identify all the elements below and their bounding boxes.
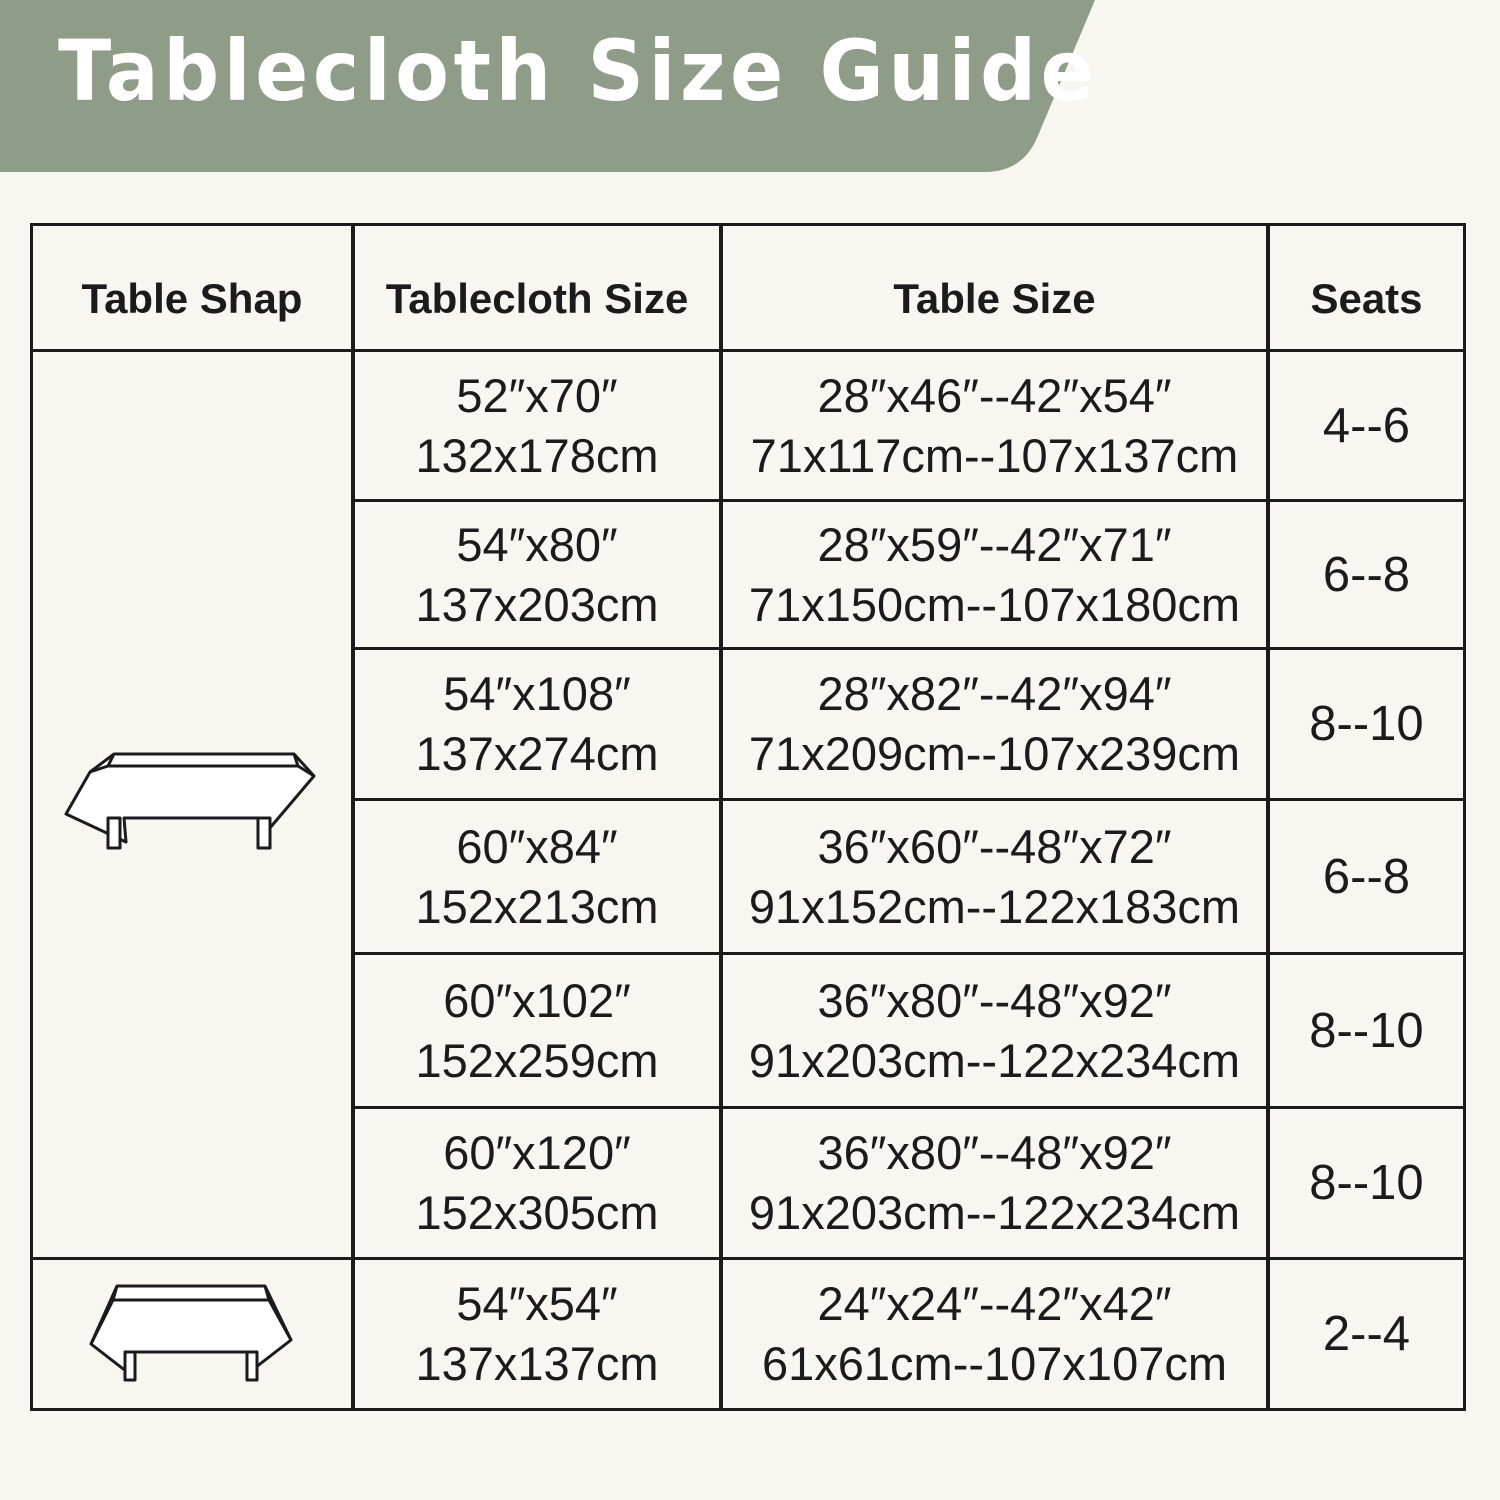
table-size-cell bbox=[723, 1109, 1270, 1260]
table-size-inches: 28″x82″--42″x94″ bbox=[817, 667, 1172, 720]
tablecloth-size-cm: 137x203cm bbox=[415, 577, 659, 631]
size-guide-table bbox=[30, 223, 1466, 1411]
table-size-cell bbox=[723, 955, 1270, 1109]
column-header-seats: Seats bbox=[1270, 226, 1463, 352]
tablecloth-size-cell bbox=[355, 502, 723, 650]
seats-cell bbox=[1270, 502, 1463, 650]
square-table-icon bbox=[87, 1282, 297, 1386]
table-size-cell bbox=[723, 650, 1270, 801]
tablecloth-size-inches: 52″x70″ bbox=[456, 368, 618, 422]
tablecloth-size-cm: 152x259cm bbox=[415, 1033, 659, 1087]
tablecloth-size-inches: 60″x102″ bbox=[443, 973, 631, 1027]
shape-cell-rectangular bbox=[33, 352, 355, 1260]
tablecloth-size-inches: 54″x80″ bbox=[456, 517, 618, 571]
table-size-cm: 71x209cm--107x239cm bbox=[748, 727, 1241, 780]
table-size-inches: 36″x80″--48″x92″ bbox=[817, 1126, 1172, 1179]
table-size-inches: 28″x46″--42″x54″ bbox=[817, 368, 1172, 422]
table-size-cm: 61x61cm--107x107cm bbox=[762, 1337, 1227, 1390]
table-size-cell bbox=[723, 801, 1270, 955]
table-size-cell bbox=[723, 1260, 1270, 1408]
tablecloth-size-cell bbox=[355, 1109, 723, 1260]
tablecloth-size-cell bbox=[355, 650, 723, 801]
tablecloth-size-cm: 152x213cm bbox=[415, 879, 659, 933]
table-size-cell bbox=[723, 502, 1270, 650]
seats-value: 4--6 bbox=[1322, 398, 1411, 453]
tablecloth-size-inches: 60″x84″ bbox=[456, 819, 618, 873]
page-title: Tablecloth Size Guide bbox=[58, 22, 1099, 120]
tablecloth-size-cm: 137x274cm bbox=[415, 727, 659, 780]
seats-value: 6--8 bbox=[1322, 547, 1411, 602]
tablecloth-size-cm: 152x305cm bbox=[415, 1186, 659, 1239]
seats-cell bbox=[1270, 352, 1463, 502]
table-size-inches: 36″x60″--48″x72″ bbox=[817, 819, 1172, 873]
seats-value: 8--10 bbox=[1309, 1156, 1424, 1210]
seats-cell bbox=[1270, 650, 1463, 801]
seats-cell bbox=[1270, 955, 1463, 1109]
seats-cell bbox=[1270, 801, 1463, 955]
table-size-cm: 91x203cm--122x234cm bbox=[748, 1186, 1241, 1239]
tablecloth-size-cell bbox=[355, 801, 723, 955]
tablecloth-size-cell bbox=[355, 955, 723, 1109]
seats-cell bbox=[1270, 1260, 1463, 1408]
table-size-cm: 71x117cm--107x137cm bbox=[750, 428, 1239, 482]
rectangular-table-icon bbox=[62, 750, 322, 860]
tablecloth-size-cell bbox=[355, 1260, 723, 1408]
table-size-inches: 24″x24″--42″x42″ bbox=[817, 1277, 1172, 1330]
seats-cell bbox=[1270, 1109, 1463, 1260]
table-size-cm: 91x203cm--122x234cm bbox=[748, 1033, 1241, 1087]
table-size-inches: 36″x80″--48″x92″ bbox=[817, 973, 1172, 1027]
tablecloth-size-cm: 132x178cm bbox=[415, 428, 659, 482]
column-header-table-size: Table Size bbox=[723, 226, 1270, 352]
tablecloth-size-inches: 60″x120″ bbox=[443, 1126, 631, 1179]
table-size-cell bbox=[723, 352, 1270, 502]
tablecloth-size-inches: 54″x54″ bbox=[456, 1277, 618, 1330]
tablecloth-size-cm: 137x137cm bbox=[415, 1337, 659, 1390]
column-header-tablecloth-size: Tablecloth Size bbox=[355, 226, 723, 352]
seats-value: 6--8 bbox=[1322, 849, 1411, 904]
table-size-cm: 71x150cm--107x180cm bbox=[748, 577, 1241, 631]
tablecloth-size-cell bbox=[355, 352, 723, 502]
seats-value: 8--10 bbox=[1309, 1003, 1424, 1058]
seats-value: 8--10 bbox=[1309, 697, 1424, 751]
shape-cell-square bbox=[33, 1260, 355, 1408]
table-size-cm: 91x152cm--122x183cm bbox=[748, 879, 1241, 933]
tablecloth-size-inches: 54″x108″ bbox=[443, 667, 631, 720]
title-banner bbox=[0, 0, 1500, 172]
seats-value: 2--4 bbox=[1322, 1307, 1411, 1361]
column-header-shape: Table Shap bbox=[33, 226, 355, 352]
table-size-inches: 28″x59″--42″x71″ bbox=[817, 517, 1172, 571]
